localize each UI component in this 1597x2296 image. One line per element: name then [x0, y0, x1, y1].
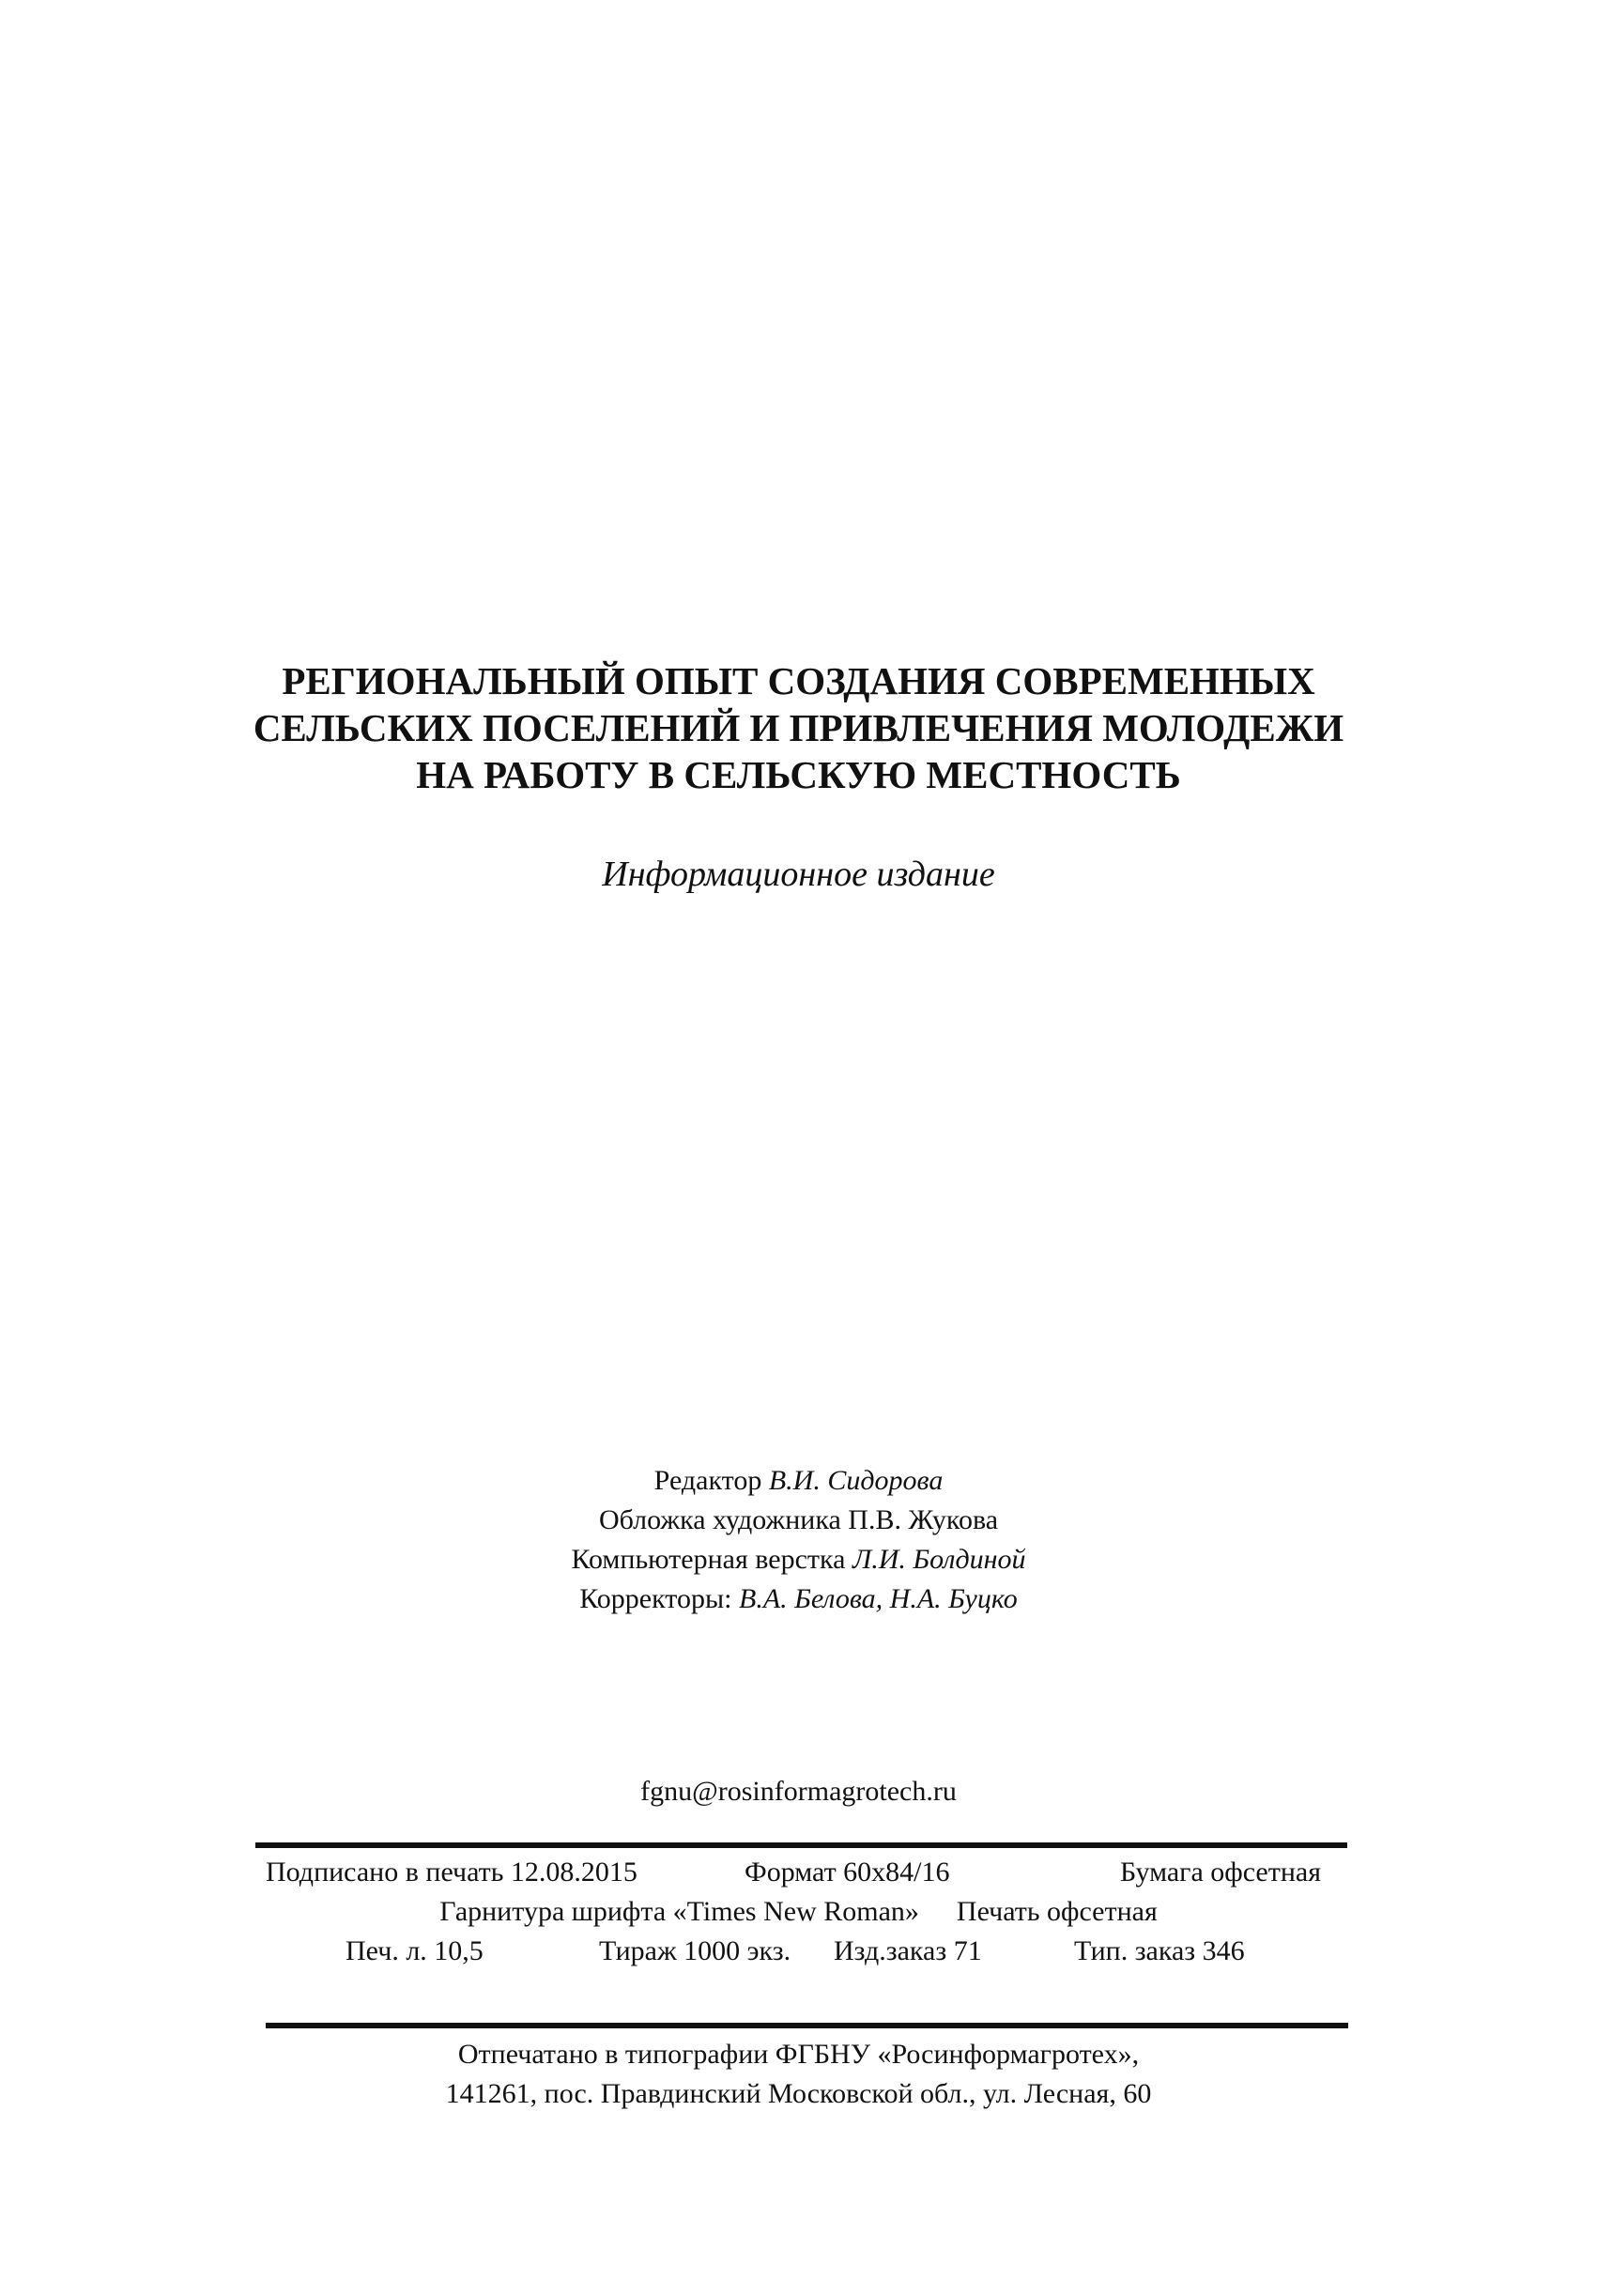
publication-type: Информационное издание [602, 855, 995, 894]
print-run: Тираж 1000 экз. [599, 1935, 791, 1966]
printing-order: Тип. заказ 346 [1074, 1935, 1245, 1966]
printer-address: 141261, пос. Правдинский Московской обл., ул. Лесная, 60 [445, 2078, 1152, 2109]
proofreaders-line [0, 1579, 1597, 1619]
title-line-3: НА РАБОТУ В СЕЛЬСКУЮ МЕСТНОСТЬ [416, 753, 1181, 796]
printing-method: Печать офсетная [956, 1896, 1158, 1927]
editor-name: В.И. Сидорова [768, 1465, 944, 1496]
imprint-top-rule [255, 1842, 1347, 1848]
typeface-info: Гарнитура шрифта «Times New Roman» [439, 1896, 919, 1927]
contact-email: fgnu@rosinformagrotech.ru [640, 1776, 957, 1807]
layout-name: Л.И. Болдиной [852, 1544, 1026, 1575]
title-line-1: РЕГИОНАЛЬНЫЙ ОПЫТ СОЗДАНИЯ СОВРЕМЕННЫХ [282, 659, 1315, 702]
publisher-order: Изд.заказ 71 [834, 1935, 982, 1966]
printer-line-1: Отпечатано в типографии ФГБНУ «Росинформагротех», [457, 2039, 1140, 2070]
proofreaders-label: Корректоры: [579, 1583, 739, 1614]
layout-line [0, 1540, 1597, 1579]
imprint-bottom-rule [266, 2023, 1348, 2028]
credits-block [0, 1461, 1597, 1619]
signed-date: Подписано в печать 12.08.2015 [266, 1857, 637, 1888]
title-line-2: СЕЛЬСКИХ ПОСЕЛЕНИЙ И ПРИВЛЕЧЕНИЯ МОЛОДЕЖИ [253, 706, 1344, 749]
cover-artist-line: Обложка художника П.В. Жукова [598, 1504, 999, 1535]
paper-type: Бумага офсетная [1120, 1857, 1322, 1888]
printer-info [0, 2035, 1597, 2114]
book-title [0, 657, 1597, 798]
printed-sheets: Печ. л. 10,5 [346, 1935, 484, 1966]
format-spec: Формат 60х84/16 [745, 1857, 950, 1888]
editor-line [0, 1461, 1597, 1501]
imprint-row-2 [0, 1893, 1597, 1931]
layout-label: Компьютерная верстка [571, 1544, 852, 1575]
proofreaders-names: В.А. Белова, Н.А. Буцко [739, 1583, 1018, 1614]
editor-label: Редактор [653, 1465, 769, 1496]
